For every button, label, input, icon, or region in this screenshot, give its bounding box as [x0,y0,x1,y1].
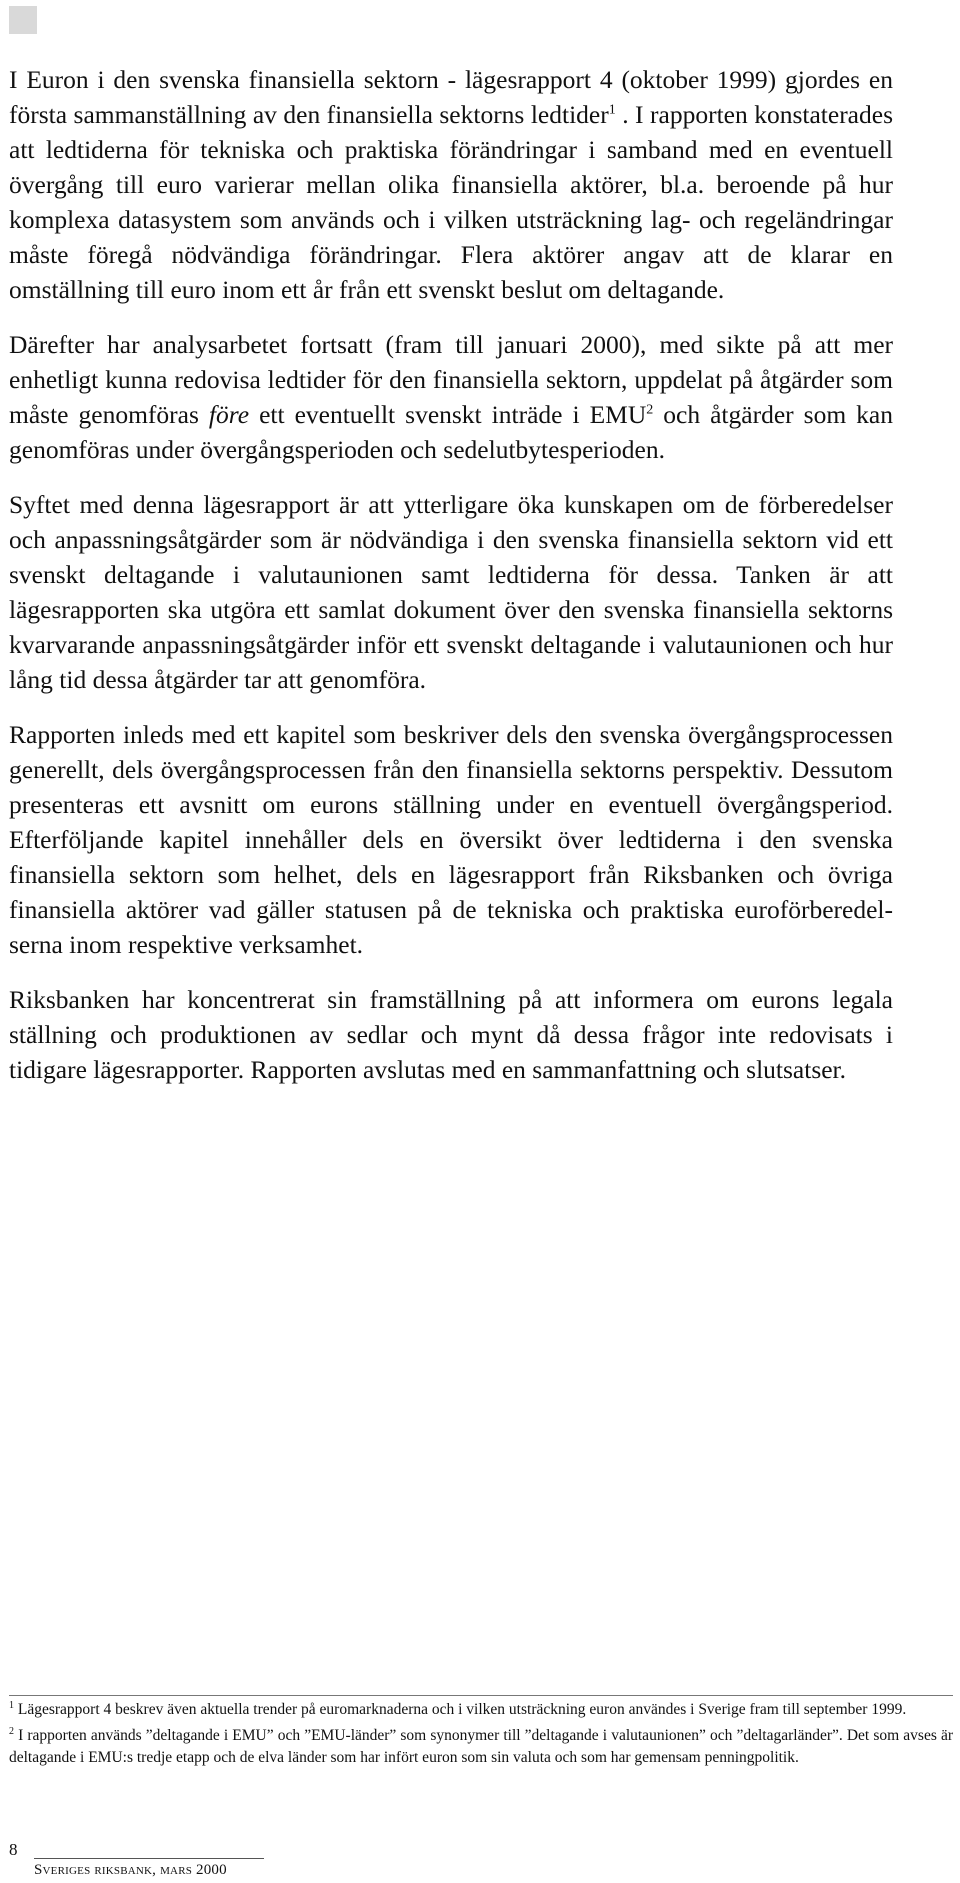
footnote-ref-1[interactable]: 1 [608,102,616,118]
paragraph-4: Rapporten inleds med ett kapitel som beskriver dels den svenska övergångsprocessen generellt, dels övergångsprocessen från den finansiella sektorns perspektiv. Dessutom presenteras ett avsnitt om eurons ställning under en eventuell övergångsperiod. Efterföljande kapitel innehåller dels en översikt över ledtiderna i den svenska finansiella sektorn som helhet, dels en lägesrapport från Riksbanken och övriga finansiella aktörer vad gäller statusen på de tekniska och praktiska euroförberedelserna inom respektive verksamhet. [9,720,893,959]
corner-mark [9,6,37,34]
paragraph-2-text-b: ett eventuellt svenskt inträde i EMU [249,400,647,429]
paragraph-5: Riksbanken har koncentrerat sin framställning på att informera om eurons legala ställning och produktionen av sedlar och mynt då dessa frågor inte redovisats i tidigare lägesrapporter. Rapporten avslutas med en sammanfattning och slutsatser. [9,985,893,1084]
body-text [9,62,893,1107]
footnote-ref-2[interactable]: 2 [646,402,654,418]
paragraph-1 [9,62,893,307]
paragraph-2-text-a: Därefter har analysarbetet fortsatt (fram till januari 2000), med sikte på att mer enhetligt kunna redovisa ledtider för den finansiella sektorn, uppdelat på åtgärder som måste genomföras [9,330,893,429]
paragraph-1-text-a: I Euron i den svenska finansiella sektorn - lägesrapport 4 (oktober 1999) gjordes en första sammanställning av den finansiella sektorns ledtider [9,65,893,129]
paragraph-1-text-b: . I rapporten konstaterades att ledtiderna för tekniska och praktiska förändringar i samband med en eventuell övergång till euro varierar mellan olika finansiella aktörer, bl.a. beroende på hur komplexa datasystem som används och i vilken utsträckning lag- och regeländringar måste föregå nödvändiga förändringar. Flera aktörer angav att de klarar en omställning till euro inom ett år från ett svenskt beslut om deltagande. [9,100,893,304]
paragraph-3: Syftet med denna lägesrapport är att ytterligare öka kunskapen om de förberedelser och anpassningsåtgärder som är nödvändiga i den svenska finansiella sektorn vid ett svenskt deltagande i valutaunionen samt ledtiderna för dessa. Tanken är att lägesrapporten ska utgöra ett samlat dokument över den svenska finansiella sektorns kvarvarande anpassningsåtgärder inför ett svenskt deltagande i valutaunionen och hur lång tid dessa åtgärder tar att genomföra. [9,490,893,694]
page-number: 8 [9,1840,18,1859]
footnote-divider [9,1695,953,1696]
footnotes [9,1699,953,1773]
footnote-1 [9,1699,953,1721]
footnote-1-number: 1 [9,1699,14,1711]
paragraph-2-text-c: och åtgärder som kan genomföras under övergångsperioden och sedelutbytesperioden. [9,400,894,464]
footnote-2 [9,1725,953,1769]
paragraph-2 [9,327,893,467]
footnote-2-text: I rapporten används ”deltagande i EMU” och ”EMU-länder” som synonymer till ”deltagande i valutaunionen” och ”deltagarländer”. Det som avses är deltagande i EMU:s tredje etapp och de elva länder som har infört euron som sin valuta och som har gemensam penningpolitik. [9,1727,953,1766]
running-footer: Sveriges riksbank, mars 2000 [34,1858,264,1879]
footnote-1-text: Lägesrapport 4 beskrev även aktuella trender på euromarknaderna och i vilken utsträckning euron användes i Sverige fram till september 1999. [14,1701,907,1718]
paragraph-2-emphasis: före [208,400,250,429]
footnote-2-number: 2 [9,1725,14,1737]
